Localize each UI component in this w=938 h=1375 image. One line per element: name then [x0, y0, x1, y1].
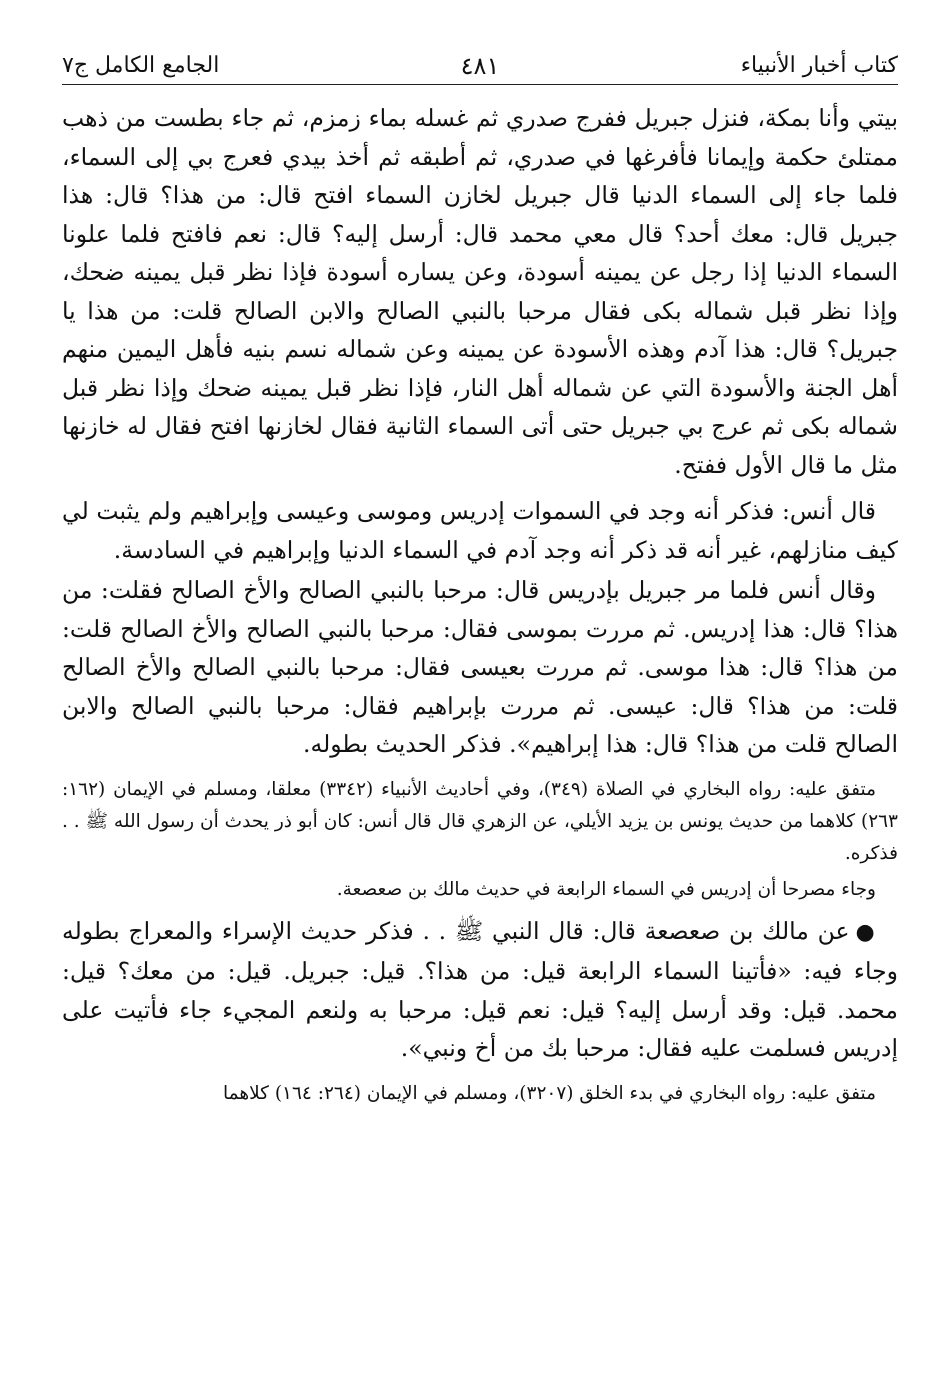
- page-body: [62, 99, 898, 1110]
- paragraph-4: [62, 912, 898, 1068]
- page-number: ٤٨١: [460, 52, 500, 80]
- footnote-2: وجاء مصرحا أن إدريس في السماء الرابعة في حديث مالك بن صعصعة.: [336, 878, 876, 900]
- footnote-1: متفق عليه: رواه البخاري في الصلاة (٣٤٩)، وفي أحاديث الأنبياء (٣٣٤٢) معلقا، ومسلم في الإيمان (١٦٢: ٢٦٣) كلاهما من حديث يونس بن يزيد الأيلي، عن الزهري قال قال أنس: كان أبو ذر يحدث أن رسول الله ﷺ . . فذكره.: [62, 778, 898, 864]
- paragraph-1: بيتي وأنا بمكة، فنزل جبريل ففرج صدري ثم غسله بماء زمزم، ثم جاء بطست من ذهب ممتلئ حكمة وإيمانا فأفرغها في صدري، ثم أطبقه ثم أخذ بيدي فعرج بي إلى السماء، فلما جاء إلى السماء الدنيا قال جبريل لخازن السماء افتح قال: من هذا؟ قال: هذا جبريل قال: معك أحد؟ قال معي محمد قال: أرسل إليه؟ قال: نعم فافتح فلما علونا السماء الدنيا إذا رجل عن يمينه أسودة، وعن يساره أسودة فإذا نظر قبل يمينه ضحك، وإذا نظر قبل شماله بكى فقال مرحبا بالنبي الصالح والابن الصالح قلت: من هذا يا جبريل؟ قال: هذا آدم وهذه الأسودة عن يمينه وعن شماله نسم بنيه فأهل اليمين منهم أهل الجنة والأسودة التي عن شماله أهل النار، فإذا نظر قبل يمينه ضحك وإذا نظر قبل شماله بكى ثم عرج بي جبريل حتى أتى السماء الثانية فقال لخازنها افتح فقال له خازنها مثل ما قال الأول ففتح.: [62, 104, 898, 479]
- footnote-3: متفق عليه: رواه البخاري في بدء الخلق (٣٢٠٧)، ومسلم في الإيمان (٢٦٤: ١٦٤) كلاهما: [223, 1082, 876, 1104]
- series-title: الجامع الكامل ج٧: [62, 53, 220, 78]
- paragraph-3: وقال أنس فلما مر جبريل بإدريس قال: مرحبا بالنبي الصالح والأخ الصالح فقلت: من هذا؟ قال: هذا إدريس. ثم مررت بموسى فقال: مرحبا بالنبي الصالح والأخ الصالح قلت: من هذا؟ قال: هذا موسى. ثم مررت بعيسى فقال: مرحبا بالنبي الصالح والأخ الصالح قلت: من هذا؟ قال: عيسى. ثم مررت بإبراهيم فقال: مرحبا بالنبي الصالح والابن الصالح قلت من هذا؟ قال: هذا إبراهيم». فذكر الحديث بطوله.: [62, 576, 898, 758]
- page-header: [62, 48, 898, 85]
- book-page: [62, 48, 898, 1358]
- book-title: كتاب أخبار الأنبياء: [740, 53, 898, 78]
- paragraph-4-text: عن مالك بن صعصعة قال: قال النبي ﷺ . . فذكر حديث الإسراء والمعراج بطوله وجاء فيه: «فأتينا السماء الرابعة قيل: من هذا؟. قيل: جبريل. قيل: من معك؟ قيل: محمد. قيل: وقد أرسل إليه؟ قيل: نعم قيل: مرحبا به ولنعم المجيء جاء فأتيت على إدريس فسلمت عليه فقال: مرحبا بك من أخ ونبي».: [62, 916, 898, 1062]
- paragraph-2: قال أنس: فذكر أنه وجد في السموات إدريس وموسى وعيسى وإبراهيم ولم يثبت لي كيف منازلهم، غير أنه قد ذكر أنه وجد آدم في السماء الدنيا وإبراهيم في السادسة.: [62, 497, 898, 564]
- bullet-icon: ●: [855, 919, 876, 945]
